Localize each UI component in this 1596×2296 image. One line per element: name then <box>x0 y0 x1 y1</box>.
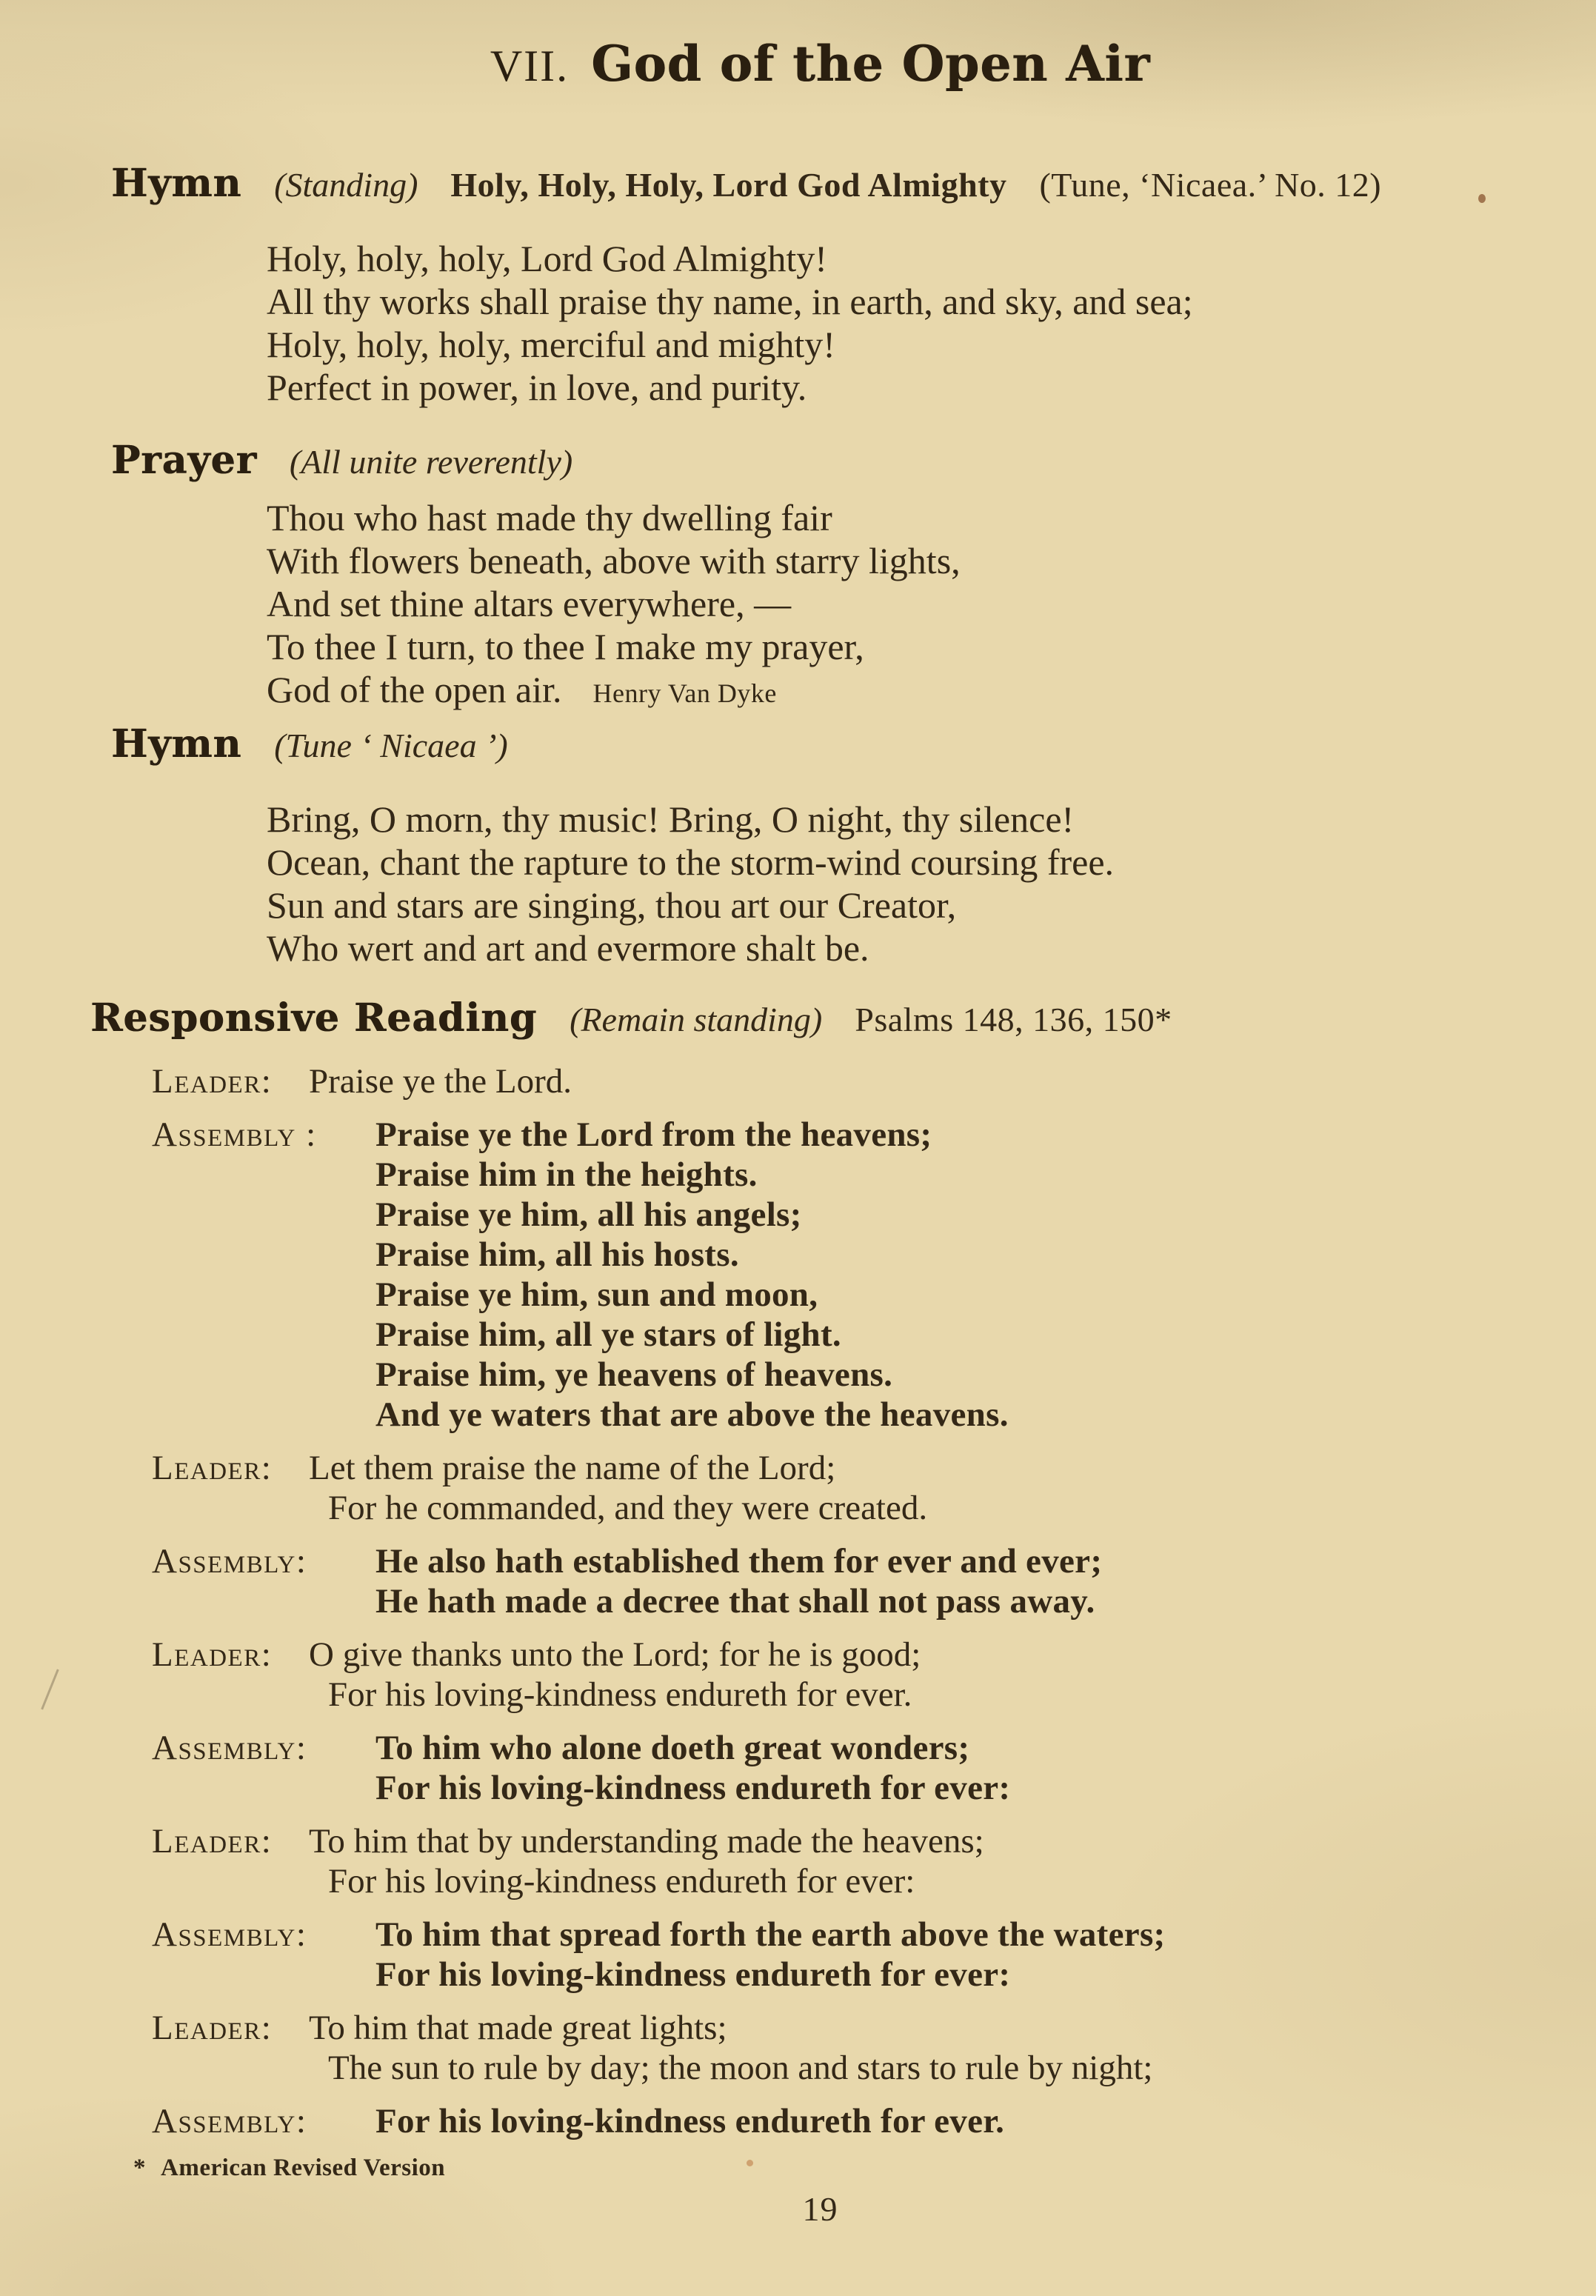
speaker-label: Leader: <box>152 1449 273 1487</box>
pencil-mark <box>41 1669 59 1710</box>
verse-line: Bring, O morn, thy music! Bring, O night, thy silence! <box>267 798 1075 840</box>
speaker-label: Leader: <box>152 1635 273 1674</box>
hymn2-verse <box>267 798 1529 970</box>
response-line: For his loving-kindness endureth for ever: <box>375 1769 1011 1807</box>
ink-speck <box>1478 194 1486 203</box>
response-line: To him that made great lights; <box>309 2009 727 2047</box>
prayer-text <box>267 496 1529 715</box>
response-line: He hath made a decree that shall not pass away. <box>375 1582 1095 1621</box>
exchange-leader-5 <box>152 2008 1529 2088</box>
response-line: Praise ye him, sun and moon, <box>375 1275 818 1314</box>
response-line: For his loving-kindness endureth for ever: <box>375 1955 1011 1994</box>
responsive-reading-heading <box>90 996 1529 1042</box>
response-line: To him that spread forth the earth above the waters; <box>375 1915 1166 1954</box>
exchange-leader-4 <box>152 1821 1529 1901</box>
response-line: The sun to rule by day; the moon and stars to rule by night; <box>328 2049 1153 2087</box>
response-line: Praise him, all his hosts. <box>375 1235 739 1274</box>
prayer-line: Thou who hast made thy dwelling fair <box>267 497 832 538</box>
hymn2-direction: (Tune ‘ Nicaea ’) <box>274 727 508 764</box>
prayer-label: Prayer <box>111 438 257 483</box>
hymn1-label: Hymn <box>111 161 242 206</box>
verse-line: Perfect in power, in love, and purity. <box>267 367 807 408</box>
response-line: O give thanks unto the Lord; for he is good; <box>309 1635 921 1674</box>
prayer-attribution: Henry Van Dyke <box>592 678 777 708</box>
response-line: Let them praise the name of the Lord; <box>309 1449 836 1487</box>
hymn2-label: Hymn <box>111 721 242 767</box>
hymn1-tune: (Tune, ‘Nicaea.’ No. 12) <box>1039 166 1382 204</box>
exchange-assembly-4 <box>152 1915 1529 1995</box>
reading-direction: (Remain standing) <box>570 1001 823 1038</box>
speaker-label: Leader: <box>152 1822 273 1861</box>
exchange-leader-3 <box>152 1635 1529 1715</box>
verse-line: Sun and stars are singing, thou art our Creator, <box>267 884 957 926</box>
speaker-label: Leader: <box>152 1062 273 1101</box>
response-line: Praise ye the Lord. <box>309 1062 572 1101</box>
response-line: Praise him in the heights. <box>375 1155 758 1194</box>
exchange-assembly-1 <box>152 1115 1529 1435</box>
hymn2-heading <box>111 722 1529 768</box>
verse-line: All thy works shall praise thy name, in earth, and sky, and sea; <box>267 281 1193 322</box>
speaker-label: Assembly: <box>152 2102 307 2140</box>
response-line: To him that by understanding made the heavens; <box>309 1822 984 1861</box>
response-line: For his loving-kindness endureth for ever. <box>328 1675 912 1714</box>
page-number: 19 <box>802 2190 838 2228</box>
hymn1-title: Holy, Holy, Holy, Lord God Almighty <box>450 166 1007 204</box>
response-line: He also hath established them for ever and ever; <box>375 1542 1103 1581</box>
hymn1-verse <box>267 237 1529 409</box>
section-number: VII. <box>490 41 570 90</box>
exchange-assembly-3 <box>152 1728 1529 1808</box>
prayer-line: With flowers beneath, above with starry lights, <box>267 540 961 581</box>
response-line: For he commanded, and they were created. <box>328 1489 928 1527</box>
verse-line: Who wert and art and evermore shalt be. <box>267 927 869 969</box>
response-line: And ye waters that are above the heavens. <box>375 1395 1009 1434</box>
footnote-text: American Revised Version <box>161 2155 446 2181</box>
speaker-label: Assembly : <box>152 1115 317 1154</box>
prayer-heading <box>111 438 1529 484</box>
footnote <box>133 2155 1529 2182</box>
prayer-line: And set thine altars everywhere, — <box>267 583 792 624</box>
reading-reference: Psalms 148, 136, 150* <box>855 1001 1172 1038</box>
verse-line: Holy, holy, holy, merciful and mighty! <box>267 324 835 365</box>
exchange-leader-2 <box>152 1448 1529 1528</box>
response-line: For his loving-kindness endureth for ever. <box>375 2102 1005 2140</box>
speaker-label: Assembly: <box>152 1542 307 1581</box>
response-line: For his loving-kindness endureth for ever: <box>328 1862 915 1900</box>
response-line: Praise him, ye heavens of heavens. <box>375 1355 893 1394</box>
response-line: Praise ye the Lord from the heavens; <box>375 1115 932 1154</box>
prayer-line <box>267 668 1529 715</box>
speaker-label: Assembly: <box>152 1729 307 1767</box>
exchange-leader-1 <box>152 1061 1529 1101</box>
response-line: To him who alone doeth great wonders; <box>375 1729 970 1767</box>
exchange-assembly-5 <box>152 2101 1529 2141</box>
verse-line: Ocean, chant the rapture to the storm-wind coursing free. <box>267 841 1115 883</box>
response-line: Praise him, all ye stars of light. <box>375 1315 841 1354</box>
exchange-assembly-2 <box>152 1541 1529 1621</box>
prayer-direction: (All unite reverently) <box>289 443 573 481</box>
footnote-marker: * <box>133 2155 146 2181</box>
speaker-label: Assembly: <box>152 1915 307 1954</box>
section-title-text: God of the Open Air <box>591 35 1151 93</box>
page-title <box>111 34 1529 102</box>
verse-line: Holy, holy, holy, Lord God Almighty! <box>267 238 827 279</box>
responsive-reading-label: Responsive Reading <box>90 995 538 1041</box>
prayer-line: To thee I turn, to thee I make my prayer, <box>267 626 864 667</box>
prayer-last-line: God of the open air. <box>267 669 562 710</box>
speaker-label: Leader: <box>152 2009 273 2047</box>
response-line: Praise ye him, all his angels; <box>375 1195 802 1234</box>
hymn1-heading <box>111 161 1529 207</box>
hymn1-direction: (Standing) <box>274 166 418 204</box>
paper-stain <box>747 2160 753 2166</box>
